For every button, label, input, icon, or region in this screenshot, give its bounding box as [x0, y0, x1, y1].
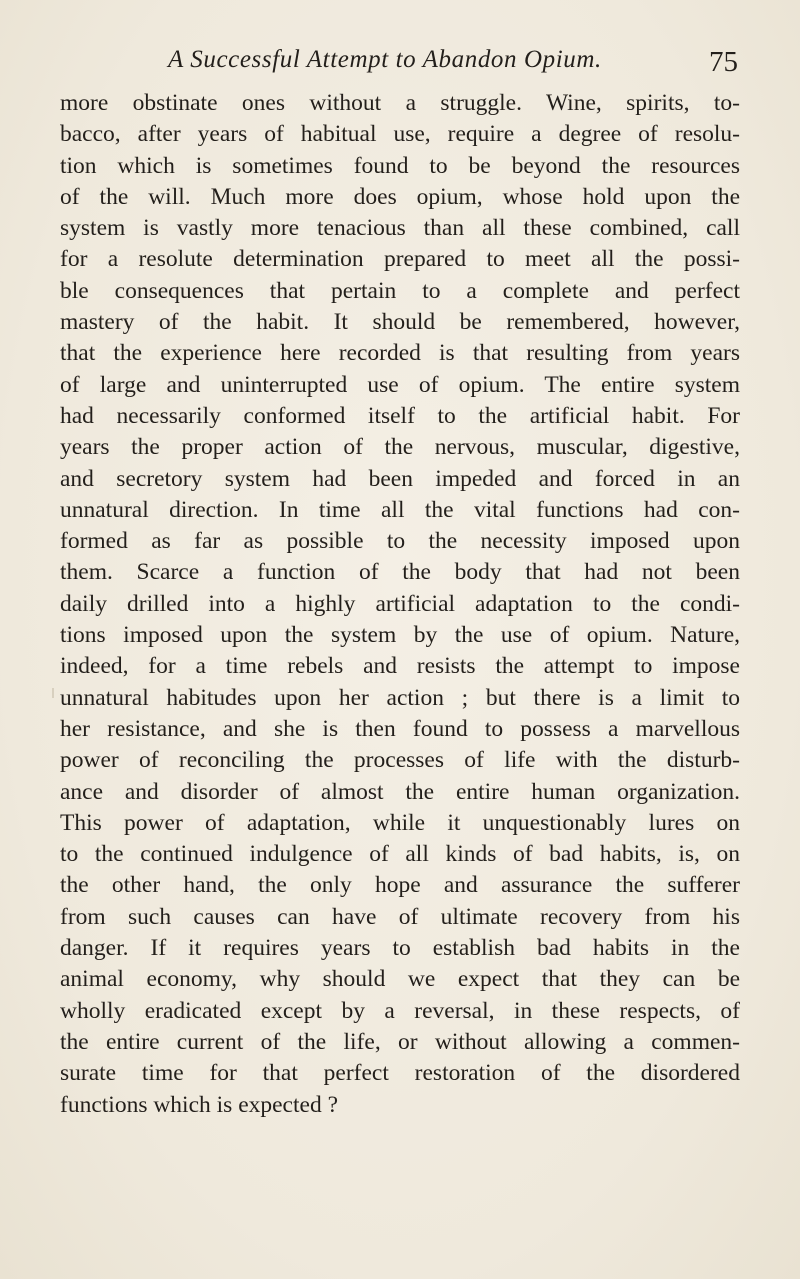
text-line: of large and uninterrupted use of opium. The entire system [60, 371, 740, 398]
text-line: formed as far as possible to the necessity imposed upon [60, 528, 740, 555]
running-title: A Successful Attempt to Abandon Opium. [168, 46, 602, 73]
text-line: surate time for that perfect restoration of the disordered [60, 1060, 740, 1087]
text-line: for a resolute determination prepared to meet all the possi- [60, 246, 740, 273]
running-head [60, 46, 744, 86]
text-line: tions imposed upon the system by the use of opium. Nature, [60, 622, 740, 649]
text-line: power of reconciling the processes of life with the disturb- [60, 747, 740, 774]
body-text [60, 88, 740, 1121]
text-line: to the continued indulgence of all kinds of bad habits, is, on [60, 841, 740, 868]
text-line: years the proper action of the nervous, muscular, digestive, [60, 434, 740, 461]
text-line: that the experience here recorded is that resulting from years [60, 340, 740, 367]
text-line: tion which is sometimes found to be beyond the resources [60, 152, 740, 179]
text-line: the other hand, the only hope and assurance the sufferer [60, 872, 740, 899]
text-line: wholly eradicated except by a reversal, in these respects, of [60, 997, 740, 1024]
text-line: unnatural direction. In time all the vital functions had con- [60, 496, 740, 523]
text-line: of the will. Much more does opium, whose hold upon the [60, 183, 740, 210]
text-line: animal economy, why should we expect that they can be [60, 966, 740, 993]
text-line: This power of adaptation, while it unquestionably lures on [60, 809, 740, 836]
page-number: 75 [709, 46, 738, 78]
text-line: and secretory system had been impeded and forced in an [60, 465, 740, 492]
text-line: danger. If it requires years to establish bad habits in the [60, 935, 740, 962]
text-line: bacco, after years of habitual use, require a degree of resolu- [60, 121, 740, 148]
text-line: daily drilled into a highly artificial adaptation to the condi- [60, 590, 740, 617]
text-line: her resistance, and she is then found to possess a marvellous [60, 715, 740, 742]
text-line: indeed, for a time rebels and resists the attempt to impose [60, 653, 740, 680]
text-line: ance and disorder of almost the entire human organization. [60, 778, 740, 805]
text-line: from such causes can have of ultimate recovery from his [60, 903, 740, 930]
margin-mark [52, 688, 54, 698]
text-line-last: functions which is expected ? [60, 1091, 338, 1118]
text-line: had necessarily conformed itself to the artificial habit. For [60, 402, 740, 429]
text-line: them. Scarce a function of the body that had not been [60, 559, 740, 586]
text-line: the entire current of the life, or without allowing a commen- [60, 1028, 740, 1055]
text-line: more obstinate ones without a struggle. Wine, spirits, to- [60, 90, 740, 116]
text-line: system is vastly more tenacious than all these combined, call [60, 215, 740, 242]
text-line: ble consequences that pertain to a complete and perfect [60, 277, 740, 304]
text-line: mastery of the habit. It should be remembered, however, [60, 309, 740, 336]
text-line: unnatural habitudes upon her action ; but there is a limit to [60, 684, 740, 711]
